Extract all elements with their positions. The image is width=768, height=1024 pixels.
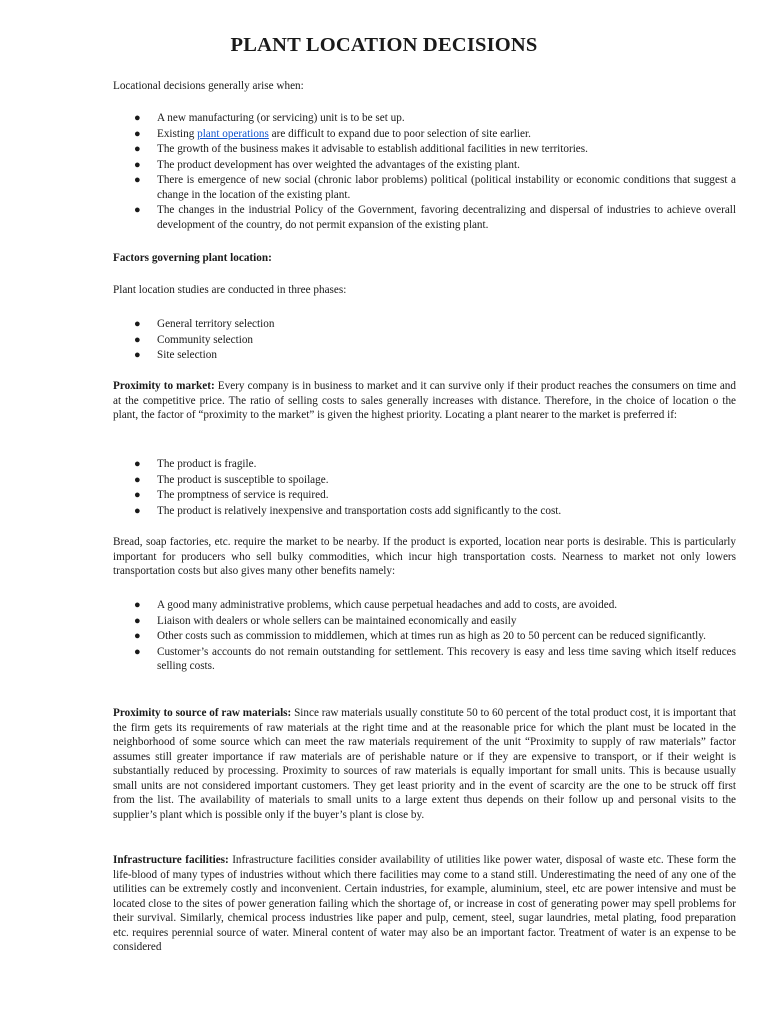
raw-materials-paragraph: Proximity to source of raw materials: Since raw materials usually constitute 50 to 60 percent of the total product cost, it is important that the firm gets its requirements of raw materials at the right time and at the reasonable price for which the plant must be located in the neighborhood of some source which can meet the raw materials requirement of the unit “Proximity to supply of raw materials” factor assumes still greater importance if raw materials are of perishable nature or if they are expensive to transport, or if their weight is substantially reduced by processing. Proximity to sources of raw materials is equally important for small units. This is because usually small units are not considered important customers. They get least priority and in the event of scarcity are the one to be struck off first from the list. The availability of materials to small units to a large extent thus depends on their follow up and personal visits to the supplier’s plant which is possible only if the buyer’s plant is close by. [113,707,736,821]
bullet-icon: ● [134,318,141,330]
phases-list [113,317,736,364]
raw-materials-heading: Proximity to source of raw materials: [113,707,292,719]
bullet-icon: ● [134,473,141,486]
list-item: ● Other costs such as commission to middlemen, which at times run as high as 20 to 50 percent can be reduced significantly. [134,630,706,642]
list-item: ● The product is fragile. [134,458,257,470]
bullet-icon: ● [134,458,141,470]
list-item: ● There is emergence of new social (chronic labor problems) political (political instability or economic conditions that suggest a change in the location of the existing plant. [134,174,736,201]
bullet-icon: ● [134,349,141,361]
bullet-icon: ● [134,143,141,155]
phases-intro: Plant location studies are conducted in three phases: [113,284,347,296]
bullet-icon: ● [134,489,141,501]
bullet-icon: ● [134,599,141,611]
list-item: ● General territory selection [134,318,275,330]
bullet-icon: ● [134,614,141,627]
list-item: ● Community selection [134,333,254,346]
bullet-icon: ● [134,158,141,171]
reasons-list [113,111,736,233]
bullet-icon: ● [134,645,141,658]
list-item: ● Liaison with dealers or whole sellers can be maintained economically and easily [134,614,517,627]
bullet-icon: ● [134,504,141,517]
list-item: ● The growth of the business makes it advisable to establish additional facilities in new territories. [134,143,588,155]
market-heading: Proximity to market: [113,380,215,392]
bullet-icon: ● [134,333,141,346]
list-item: ● A new manufacturing (or servicing) unit is to be set up. [134,112,405,124]
list-item: ● The product development has over weighted the advantages of the existing plant. [134,158,520,171]
bullet-icon: ● [134,127,141,140]
page-title: PLANT LOCATION DECISIONS [230,34,538,56]
list-item: ● Existing plant operations are difficult to expand due to poor selection of site earlier. [134,127,531,140]
bullet-icon: ● [134,204,141,216]
market-paragraph: Proximity to market: Every company is in business to market and it can survive only if their product reaches the consumers on time and at the competitive price. The ratio of selling costs to sales generally increases with distance. Therefore, in the choice of location o the plant, the factor of “proximity to the market” is given the highest priority. Locating a plant nearer to the market is preferred if: [113,380,736,421]
intro-text: Locational decisions generally arise when: [113,80,304,92]
infrastructure-heading: Infrastructure facilities: [113,854,229,866]
plant-operations-link[interactable]: plant operations [197,127,269,140]
list-item: ● Customer’s accounts do not remain outstanding for settlement. This recovery is easy and less time saving which itself reduces selling costs. [134,645,736,672]
list-item: ● Site selection [134,349,217,361]
market-followup: Bread, soap factories, etc. require the market to be nearby. If the product is exported, location near ports is desirable. This is particularly important for producers who sell bulky commodities, which incur high transportation costs. Nearness to market not only lowers transportation costs but also gives many other benefits namely: [113,536,736,577]
list-item: ● The promptness of service is required. [134,489,329,501]
market-benefits-list [113,598,736,675]
bullet-icon: ● [134,112,141,124]
list-item: ● The product is susceptible to spoilage. [134,473,329,486]
list-item: ● A good many administrative problems, which cause perpetual headaches and add to costs, are avoided. [134,599,618,611]
factors-heading: Factors governing plant location: [113,252,272,264]
bullet-icon: ● [134,630,141,642]
infrastructure-paragraph: Infrastructure facilities: Infrastructure facilities consider availability of utilities like power water, disposal of waste etc. These form the life-blood of many types of industries without which there facilities may come to a stand still. Underestimating the need of any one of the utilities can be extremely costly and inconvenient. Certain industries, for example, aluminium, steel, etc are power intensive and must be located close to the sites of power generation failing which the shortage of, or increase in cost of generating power may spell problems for their survival. Similarly, chemical process industries like paper and pulp, cement, steel, sugar laundries, metal plating, food preparation etc. requires perennial source of water. Mineral content of water may also be an important factor. Treatment of water is an expense to be considered [113,854,736,953]
list-item: ● The changes in the industrial Policy of the Government, favoring decentralizing and dispersal of industries to achieve overall development of the country, do not permit expansion of the existing plant. [134,204,736,231]
bullet-icon: ● [134,174,141,186]
market-conditions-list [113,457,736,519]
list-item: ● The product is relatively inexpensive and transportation costs add significantly to the cost. [134,504,562,517]
